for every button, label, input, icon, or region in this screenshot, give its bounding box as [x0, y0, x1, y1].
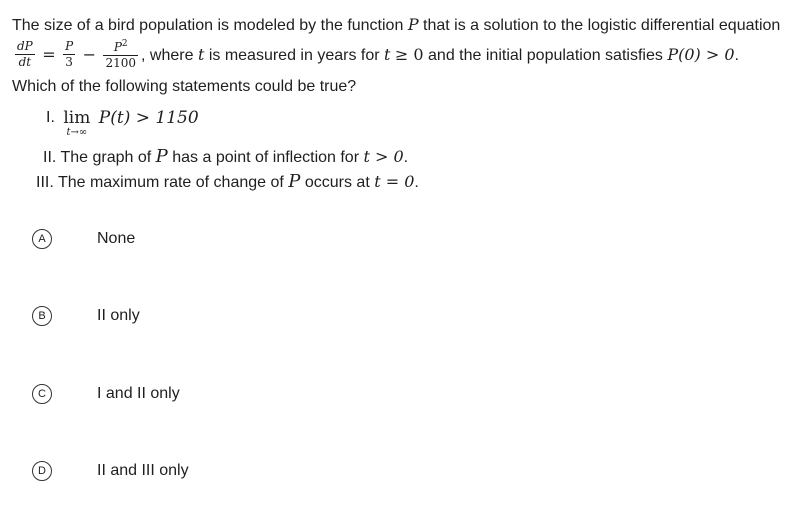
fraction-dp-dt: $\frac{dP}{dt}$ — [17, 38, 33, 69]
choice-c[interactable] — [32, 383, 180, 405]
choice-a-letter-icon[interactable]: A — [32, 229, 52, 249]
limit-inequality: P(t) > 1150 — [98, 108, 199, 128]
stem-text-6: . Which of the following statements could be true? — [12, 47, 739, 95]
stem-text-1: The size of a bird population is modeled by the function — [12, 17, 404, 34]
stem-text-2: that is a solution to the logistic differential equation — [423, 17, 781, 34]
limit-expression: lim t→∞ — [63, 108, 91, 138]
stem-text-4: is measured in years for — [208, 47, 380, 65]
condition-t: ≥ 0 — [394, 45, 424, 65]
question-stem — [12, 10, 782, 101]
choice-b[interactable] — [32, 305, 140, 327]
choice-b-text[interactable]: II only — [97, 307, 140, 324]
choice-d-letter-icon[interactable]: D — [32, 461, 52, 481]
choice-d-text[interactable]: II and III only — [97, 462, 189, 479]
var-p: P — [407, 15, 419, 34]
statement-1 — [46, 108, 199, 144]
minus-sign: − — [82, 45, 97, 65]
choice-a-text[interactable]: None — [97, 230, 136, 247]
choice-c-letter-icon[interactable]: C — [32, 384, 52, 404]
initial-condition: P(0) > 0 — [667, 45, 735, 65]
statement-1-prefix: I. — [46, 109, 55, 126]
var-t: t — [197, 45, 205, 65]
statement-2: II. The graph of P has a point of inflection for t > 0. — [43, 146, 409, 167]
choice-b-letter-icon[interactable]: B — [32, 306, 52, 326]
fraction-p2-2100: $\frac{P^2}{2100}$ — [105, 39, 137, 70]
stem-text-5: and the initial population satisfies — [428, 47, 663, 65]
fraction-p-3: $\frac{P}{3}$ — [65, 38, 74, 69]
choice-c-text[interactable]: I and II only — [97, 385, 180, 402]
var-t-cond: t — [384, 45, 391, 65]
equals-sign: = — [42, 45, 56, 65]
choice-d[interactable] — [32, 460, 189, 482]
stem-text-3: , where — [141, 47, 194, 65]
statement-3: III. The maximum rate of change of P occurs at t = 0. — [36, 171, 419, 192]
choice-a[interactable] — [32, 228, 136, 250]
